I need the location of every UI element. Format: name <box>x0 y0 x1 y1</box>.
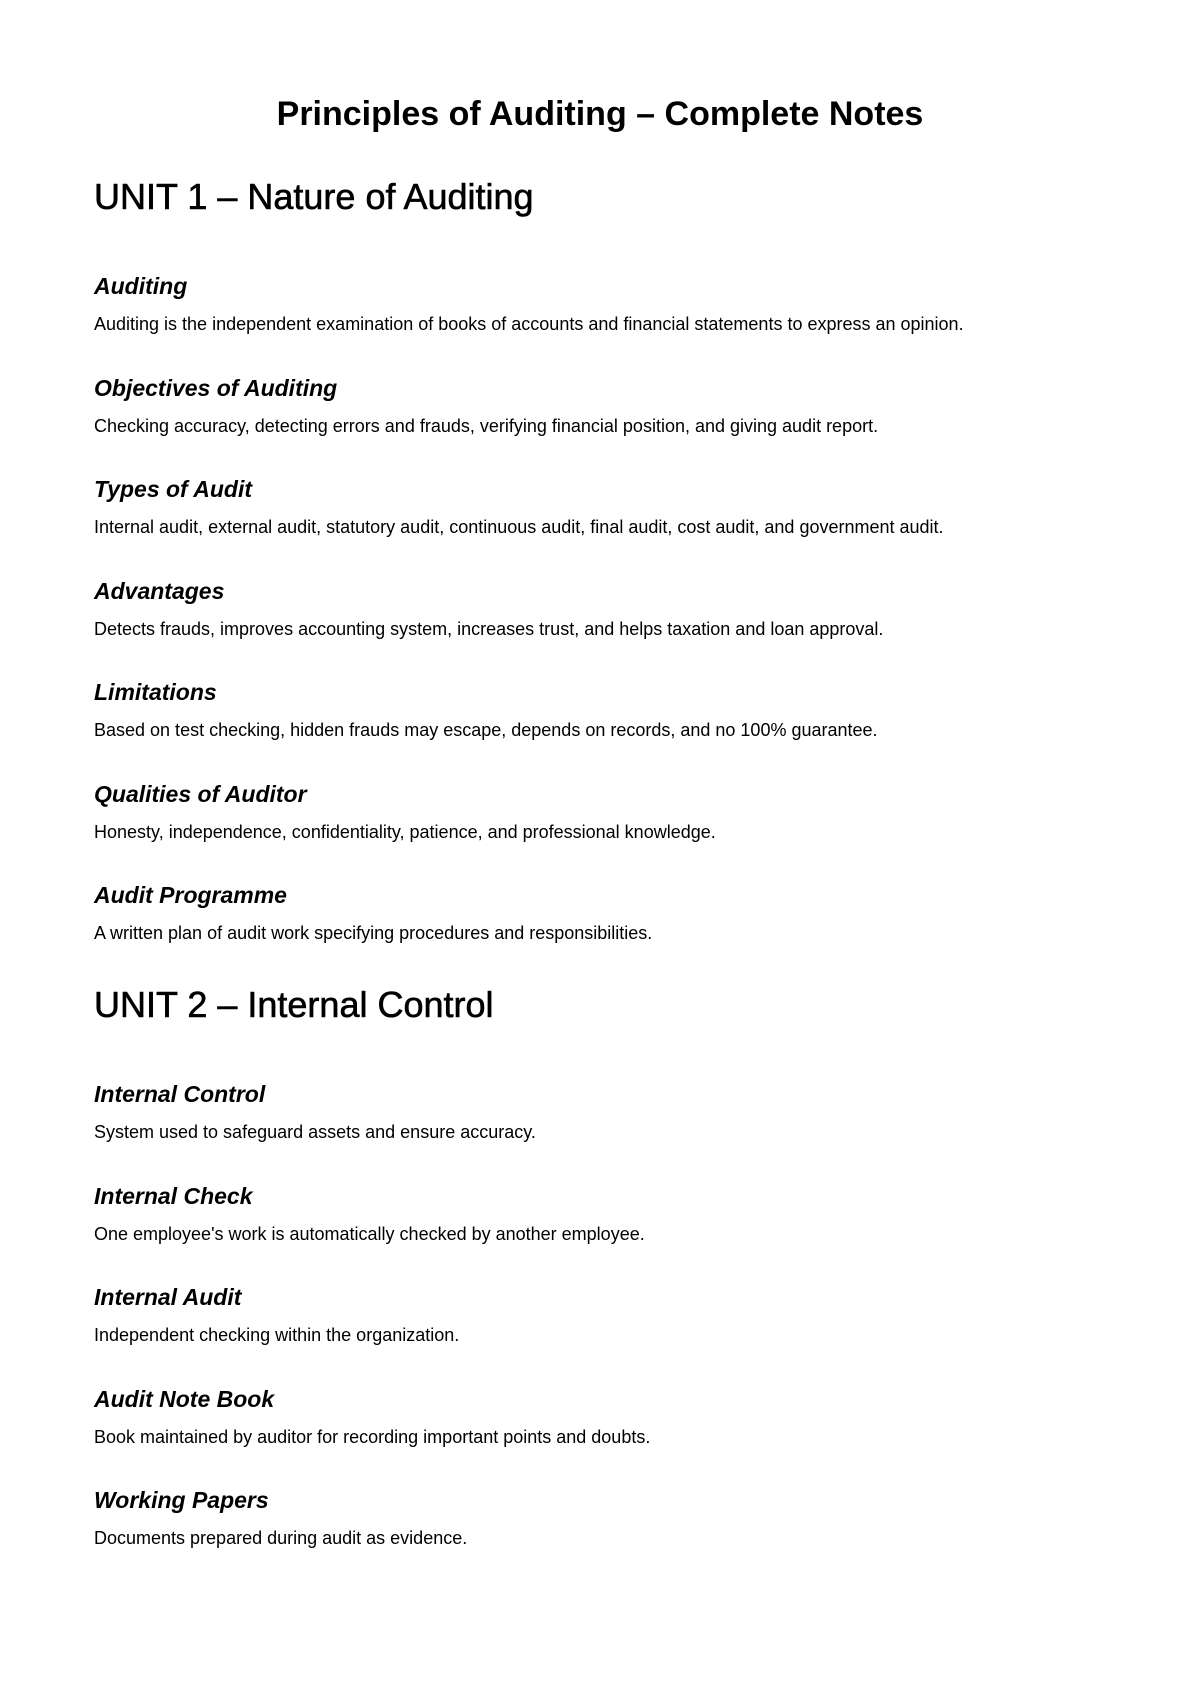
unit-heading: UNIT 1 – Nature of Auditing <box>94 176 534 217</box>
document-title: Principles of Auditing – Complete Notes <box>276 95 924 133</box>
section-heading: Limitations <box>94 679 217 705</box>
unit-heading: UNIT 2 – Internal Control <box>94 984 494 1025</box>
section-heading: Types of Audit <box>94 476 253 502</box>
section-body: Book maintained by auditor for recording important points and doubts. <box>94 1427 651 1447</box>
section-heading: Qualities of Auditor <box>94 781 307 807</box>
section-body: Honesty, independence, confidentiality, patience, and professional knowledge. <box>94 822 716 842</box>
section-body: Detects frauds, improves accounting system, increases trust, and helps taxation and loan approval. <box>94 619 884 639</box>
section-heading: Audit Programme <box>94 882 287 908</box>
section-heading: Advantages <box>94 578 225 604</box>
section-heading: Working Papers <box>94 1487 269 1513</box>
section-body: Auditing is the independent examination of books of accounts and financial statements to express an opinion. <box>94 314 964 334</box>
section-heading: Internal Audit <box>94 1284 242 1310</box>
section-body: Checking accuracy, detecting errors and frauds, verifying financial position, and giving audit report. <box>94 416 879 436</box>
section-body: Independent checking within the organization. <box>94 1325 460 1345</box>
section-heading: Objectives of Auditing <box>94 375 338 401</box>
section-body: A written plan of audit work specifying procedures and responsibilities. <box>94 923 653 943</box>
section-heading: Audit Note Book <box>94 1386 275 1412</box>
section-heading: Auditing <box>94 273 188 299</box>
section-body: One employee's work is automatically checked by another employee. <box>94 1224 645 1244</box>
section-body: Internal audit, external audit, statutory audit, continuous audit, final audit, cost audit, and government audit. <box>94 517 944 537</box>
section-body: Documents prepared during audit as evidence. <box>94 1528 468 1548</box>
section-body: Based on test checking, hidden frauds may escape, depends on records, and no 100% guarantee. <box>94 720 878 740</box>
section-body: System used to safeguard assets and ensure accuracy. <box>94 1122 536 1142</box>
section-heading: Internal Check <box>94 1183 253 1209</box>
section-heading: Internal Control <box>94 1081 266 1107</box>
